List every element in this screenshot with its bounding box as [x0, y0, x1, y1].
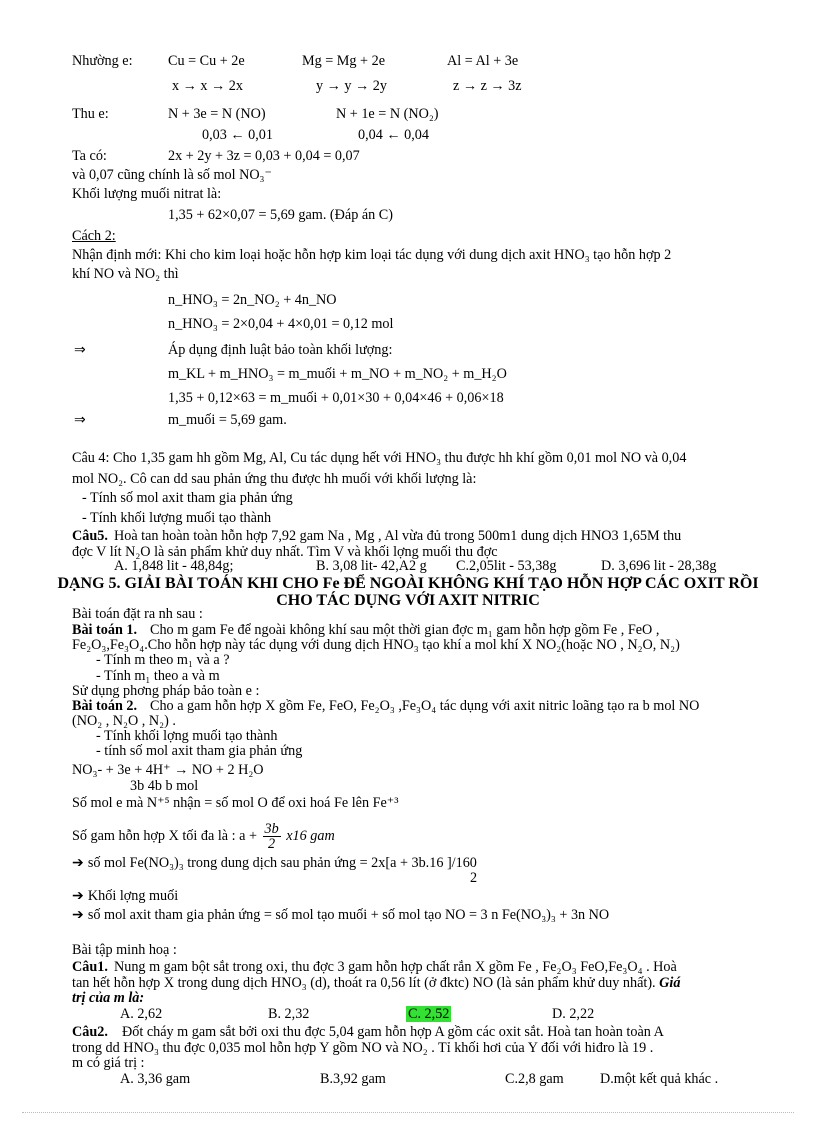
- equation: 2x + 2y + 3z = 0,03 + 0,04 = 0,07: [168, 148, 360, 164]
- list-item: - Tính khối lợng muối tạo thành: [96, 728, 278, 744]
- list-item: - Tính m₁ theo a và m: [96, 668, 220, 684]
- answer-option: D. 3,696 lit - 28,38g: [601, 558, 717, 574]
- implies-symbol: ⇒: [74, 342, 86, 358]
- fraction-denominator: 2: [470, 870, 478, 886]
- equation: m_KL + m_HNO₃ = m_muối + m_NO + m_NO₂ + m_H₂O: [168, 366, 507, 382]
- answer-option: A. 3,36 gam: [120, 1071, 191, 1087]
- text-line: Nung m gam bột sắt trong oxi, thu đợc 3 gam hỗn hợp chất rắn X gồm Fe , Fe₂O₃ FeO,Fe₃O₄ . Hoà: [114, 959, 677, 975]
- equation: N + 1e = N (NO₂): [336, 106, 439, 122]
- equation: z → z → 3z: [453, 78, 522, 94]
- text-line: [72, 888, 178, 904]
- equation: 0,04 ← 0,04: [358, 127, 429, 143]
- text-line: mol NO₂. Cô can dd sau phản ứng thu được hh muối với khối lượng là:: [72, 471, 477, 487]
- equation: 1,35 + 0,12×63 = m_muối + 0,01×30 + 0,04×46 + 0,06×18: [168, 390, 504, 406]
- implies-symbol: ⇒: [74, 412, 86, 428]
- formula-text: Khối lợng muối: [87, 888, 179, 904]
- equation: n_HNO₃ = 2n_NO₂ + 4n_NO: [168, 292, 337, 308]
- text-line: Cho a gam hỗn hợp X gồm Fe, FeO, Fe₂O₃ ,Fe₃O₄ tác dụng với axit nitric loãng tạo ra b mol NO: [150, 698, 700, 714]
- section-title: Cách 2:: [72, 228, 116, 244]
- text-line: m có giá trị :: [72, 1055, 145, 1071]
- formula-suffix: x16 gam: [286, 827, 335, 844]
- text-line: Nhường e:: [72, 53, 133, 69]
- answer-option: A. 1,848 lit - 48,84g;: [114, 558, 234, 574]
- text-line: [72, 855, 477, 871]
- text-line: Cho m gam Fe để ngoài không khí sau một thời gian đợc m₁ gam hỗn hợp gồm Fe , FeO ,: [150, 622, 660, 638]
- fraction-numerator: 3b: [264, 821, 279, 837]
- text-line: khí NO và NO₂ thì: [72, 266, 179, 282]
- section-heading: DẠNG 5. GIẢI BÀI TOÁN KHI CHO Fe ĐỂ NGOÀI KHÔNG KHÍ TẠO HỖN HỢP CÁC OXIT RỒI: [57, 575, 759, 592]
- text-line: Sử dụng phơng pháp bảo toàn e :: [72, 683, 260, 699]
- list-item: - Tính khối lượng muối tạo thành: [82, 510, 272, 526]
- fraction: [263, 822, 281, 851]
- problem-label: Bài toán 1.: [72, 622, 138, 638]
- text-line: Thu e:: [72, 106, 109, 122]
- page-bottom-border: [22, 1112, 794, 1113]
- text-line: Đốt cháy m gam sắt bởi oxi thu đợc 5,04 gam hỗn hợp A gồm các oxit sắt. Hoà tan hoàn toàn A: [122, 1024, 664, 1040]
- arrow-icon: ➔: [72, 855, 84, 871]
- equation: y → y → 2y: [316, 78, 387, 94]
- text-line: đợc V lít N₂O là sản phẩm khử duy nhất. Tìm V và khối lợng muối thu đợc: [72, 544, 498, 560]
- equation: N + 3e = N (NO): [168, 106, 266, 122]
- equation: 1,35 + 62×0,07 = 5,69 gam. (Đáp án C): [168, 207, 393, 223]
- fraction-denominator: 2: [268, 836, 276, 852]
- question-text: tan hết hỗn hợp X trong dung dịch HNO₃ (d), thoát ra 0,56 lít (ở đktc) NO (là sản phẩm khử duy nhất).: [72, 975, 656, 991]
- text-line: Hoà tan hoàn toàn hỗn hợp 7,92 gam Na , Mg , Al vừa đủ trong 500m1 dung dịch HNO3 1,65M thu: [114, 528, 682, 544]
- answer-option-correct: C. 2,52: [408, 1006, 450, 1022]
- text-line: Câu 4: Cho 1,35 gam hh gồm Mg, Al, Cu tác dụng hết với HNO₃ thu được hh khí gồm 0,01 mol NO và 0,04: [72, 450, 687, 466]
- question-emphasis: trị của m là:: [72, 990, 145, 1006]
- arrow-icon: ➔: [72, 907, 84, 923]
- equation: Mg = Mg + 2e: [302, 53, 385, 69]
- text-line: [72, 907, 609, 923]
- answer-option: C.2,8 gam: [505, 1071, 564, 1087]
- text-line: trong dd HNO₃ thu đợc 0,035 mol hỗn hợp Y gồm NO và NO₂ . Tỉ khối hơi của Y đối với hiđro là 19 .: [72, 1040, 654, 1056]
- question-label: Câu5.: [72, 528, 108, 544]
- equation: x → x → 2x: [172, 78, 243, 94]
- question-label: Câu2.: [72, 1024, 108, 1040]
- text-line: và 0,07 cũng chính là số mol NO₃⁻: [72, 167, 272, 183]
- equation: 3b 4b b mol: [130, 778, 199, 794]
- text-line: (NO₂ , N₂O , N₂) .: [72, 713, 176, 729]
- equation: 0,03 ← 0,01: [202, 127, 273, 143]
- text-line: Ta có:: [72, 148, 107, 164]
- equation: m_muối = 5,69 gam.: [168, 412, 287, 428]
- answer-option: B. 3,08 lit- 42,A2 g: [316, 558, 427, 574]
- equation: n_HNO₃ = 2×0,04 + 4×0,01 = 0,12 mol: [168, 316, 394, 332]
- formula-prefix: Số gam hỗn hợp X tối đa là : a +: [72, 827, 257, 844]
- equation: Cu = Cu + 2e: [168, 53, 245, 69]
- answer-option: C.2,05lit - 53,38g: [456, 558, 557, 574]
- text-line: Nhận định mới: Khi cho kim loại hoặc hỗn hợp kim loại tác dụng với dung dịch axit HNO₃ tạo hỗn hợp 2: [72, 247, 672, 263]
- equation: Al = Al + 3e: [447, 53, 519, 69]
- answer-option: D. 2,22: [552, 1006, 595, 1022]
- arrow-icon: ➔: [72, 888, 84, 904]
- list-item: - Tính số mol axit tham gia phản ứng: [82, 490, 293, 506]
- question-label: Câu1.: [72, 959, 108, 975]
- answer-option: B. 2,32: [268, 1006, 310, 1022]
- text-line: Áp dụng định luật bảo toàn khối lượng:: [168, 342, 393, 358]
- text-line: Số mol e mà N⁺⁵ nhận = số mol O để oxi hoá Fe lên Fe⁺³: [72, 795, 399, 811]
- text-line: Bài tập minh hoạ :: [72, 942, 177, 958]
- answer-option: B.3,92 gam: [320, 1071, 386, 1087]
- formula-text: số mol axit tham gia phản ứng = số mol tạo muối + số mol tạo NO = 3 n Fe(NO₃)₃ + 3n NO: [87, 907, 610, 923]
- text-line: Bài toán đặt ra nh sau :: [72, 606, 203, 622]
- text-line: Fe₂O₃,Fe₃O₄.Cho hỗn hợp này tác dụng với dung dịch HNO₃ tạo khí a mol khí X NO₂(hoặc NO , N₂O, N₂): [72, 637, 680, 653]
- equation: NO₃- + 3e + 4H⁺ → NO + 2 H₂O: [72, 762, 264, 778]
- list-item: - Tính m theo m₁ và a ?: [96, 652, 230, 668]
- answer-option: A. 2,62: [120, 1006, 163, 1022]
- text-line: Khối lượng muối nitrat là:: [72, 186, 222, 202]
- text-line: [72, 822, 335, 851]
- list-item: - tính số mol axit tham gia phản ứng: [96, 743, 303, 759]
- section-heading: CHO TÁC DỤNG VỚI AXIT NITRIC: [276, 592, 540, 609]
- text-line: [72, 975, 680, 991]
- problem-label: Bài toán 2.: [72, 698, 138, 714]
- answer-option: D.một kết quả khác .: [600, 1071, 719, 1087]
- question-emphasis: Giá: [659, 975, 681, 991]
- formula-text: số mol Fe(NO₃)₃ trong dung dịch sau phản ứng = 2x[a + 3b.16 ]/160: [87, 855, 477, 871]
